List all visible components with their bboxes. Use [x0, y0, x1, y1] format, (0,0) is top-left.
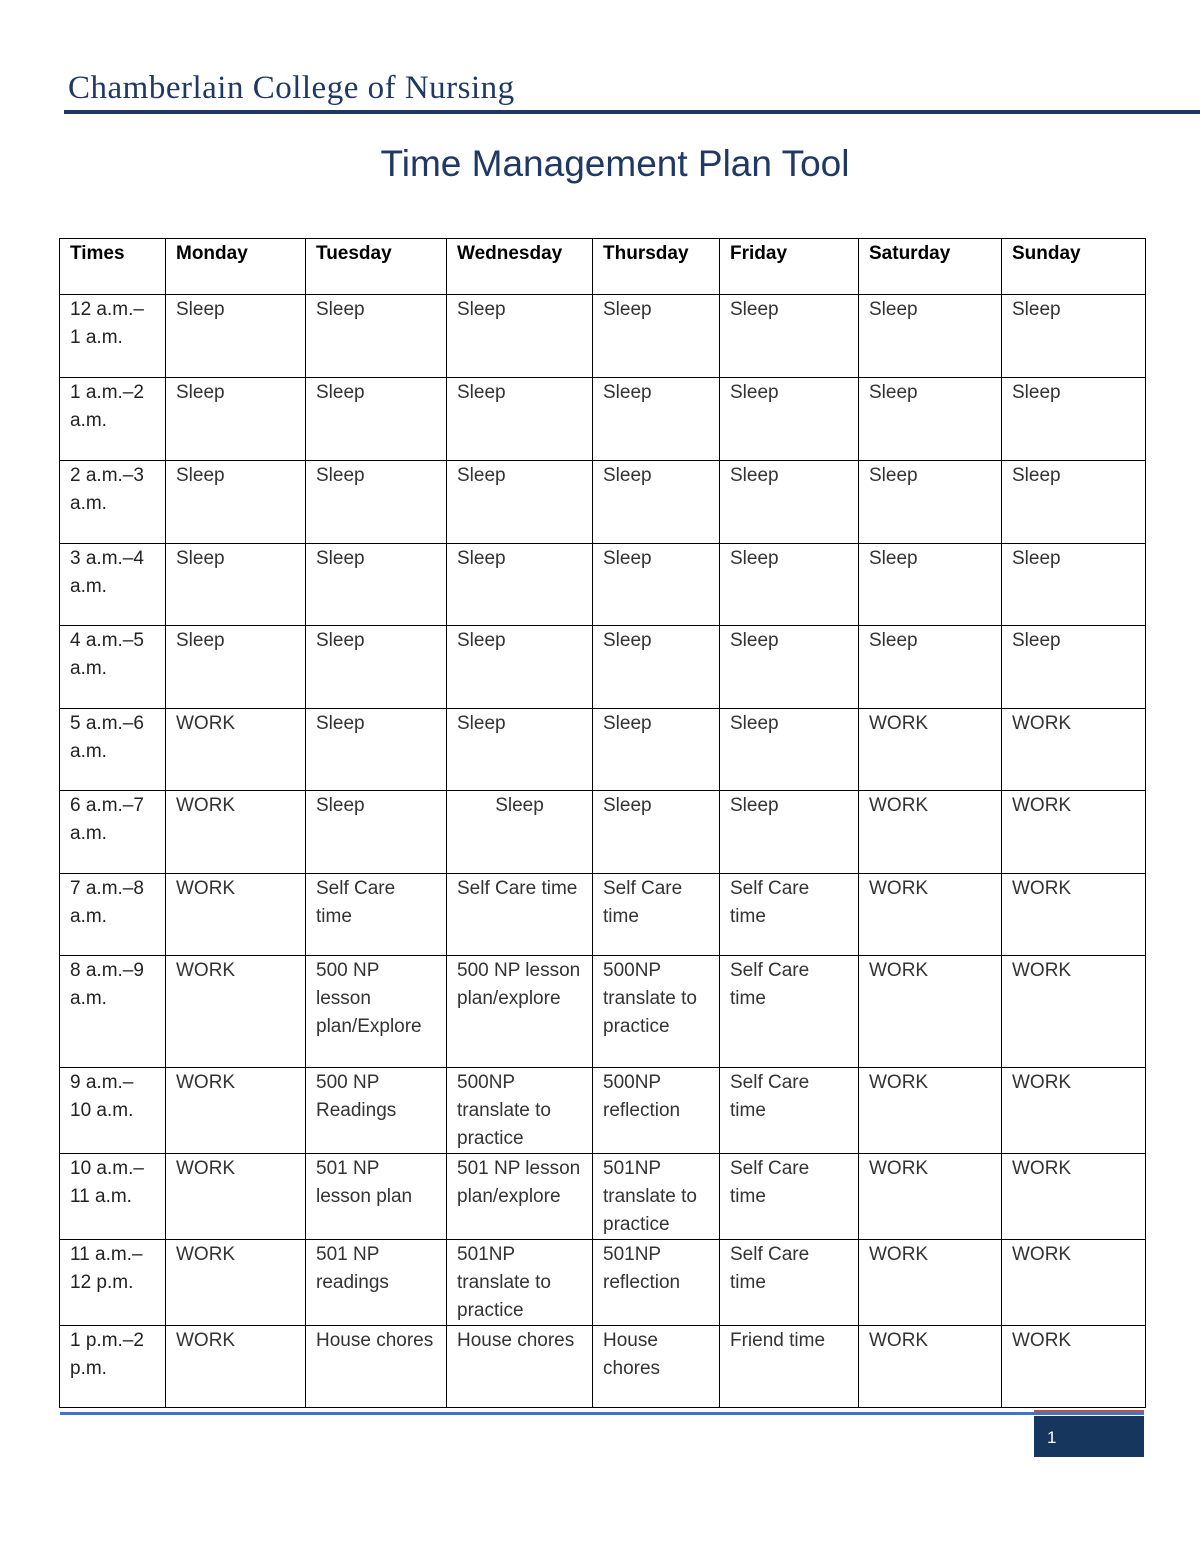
header-divider: [64, 110, 1200, 114]
schedule-cell: Self Care time: [720, 1068, 859, 1154]
time-slot-cell: 3 a.m.–4 a.m.: [60, 544, 166, 626]
time-slot-cell: 5 a.m.–6 a.m.: [60, 709, 166, 791]
table-header-row: [60, 239, 1146, 295]
schedule-cell: 500 NP lesson plan/Explore: [306, 956, 447, 1068]
schedule-cell: 501NP reflection: [593, 1240, 720, 1326]
schedule-cell: Sleep: [306, 791, 447, 874]
footer-divider: [60, 1412, 1144, 1415]
schedule-cell: Sleep: [447, 461, 593, 544]
schedule-cell: Sleep: [593, 544, 720, 626]
document-title: Time Management Plan Tool: [380, 143, 850, 184]
schedule-cell: WORK: [859, 1326, 1002, 1408]
schedule-cell: WORK: [166, 1154, 306, 1240]
schedule-cell: 500NP translate to practice: [447, 1068, 593, 1154]
schedule-cell: WORK: [1002, 1240, 1146, 1326]
schedule-cell: Sleep: [306, 709, 447, 791]
time-slot-cell: 1 a.m.–2 a.m.: [60, 378, 166, 461]
time-slot-cell: 8 a.m.–9 a.m.: [60, 956, 166, 1068]
schedule-cell: Sleep: [720, 709, 859, 791]
schedule-cell: Friend time: [720, 1326, 859, 1408]
schedule-cell: Sleep: [720, 461, 859, 544]
schedule-cell: 500 NP Readings: [306, 1068, 447, 1154]
schedule-cell: Sleep: [447, 378, 593, 461]
schedule-cell: Sleep: [1002, 626, 1146, 709]
column-header-tuesday: Tuesday: [306, 239, 447, 295]
column-header-saturday: Saturday: [859, 239, 1002, 295]
table-row: [60, 1068, 1146, 1154]
schedule-cell: Sleep: [447, 544, 593, 626]
column-header-times: Times: [60, 239, 166, 295]
schedule-cell: Sleep: [859, 461, 1002, 544]
schedule-cell: Sleep: [166, 378, 306, 461]
schedule-cell: Sleep: [720, 626, 859, 709]
schedule-cell: Sleep: [859, 544, 1002, 626]
column-header-sunday: Sunday: [1002, 239, 1146, 295]
schedule-cell: WORK: [166, 709, 306, 791]
schedule-cell: Sleep: [593, 295, 720, 378]
time-slot-cell: 11 a.m.– 12 p.m.: [60, 1240, 166, 1326]
column-header-monday: Monday: [166, 239, 306, 295]
table-row: [60, 791, 1146, 874]
schedule-cell: WORK: [166, 956, 306, 1068]
schedule-cell: Sleep: [447, 626, 593, 709]
table-body: [60, 295, 1146, 1408]
schedule-cell: WORK: [1002, 709, 1146, 791]
schedule-cell: Sleep: [720, 378, 859, 461]
institution-name: Chamberlain College of Nursing: [68, 70, 515, 106]
schedule-cell: 500NP reflection: [593, 1068, 720, 1154]
schedule-cell: Sleep: [593, 626, 720, 709]
schedule-cell: Self Care time: [720, 956, 859, 1068]
schedule-cell: Self Care time: [720, 1240, 859, 1326]
schedule-cell: WORK: [1002, 791, 1146, 874]
schedule-cell: WORK: [166, 791, 306, 874]
schedule-cell: Self Care time: [447, 874, 593, 956]
schedule-cell: WORK: [1002, 1326, 1146, 1408]
time-slot-cell: 2 a.m.–3 a.m.: [60, 461, 166, 544]
schedule-cell: WORK: [859, 1240, 1002, 1326]
schedule-cell: Sleep: [306, 544, 447, 626]
table-row: [60, 874, 1146, 956]
schedule-cell: 500NP translate to practice: [593, 956, 720, 1068]
schedule-cell: Sleep: [166, 544, 306, 626]
table-row: [60, 1326, 1146, 1408]
schedule-cell: Self Care time: [593, 874, 720, 956]
schedule-cell: WORK: [166, 874, 306, 956]
schedule-cell: WORK: [859, 1154, 1002, 1240]
schedule-cell: Sleep: [593, 378, 720, 461]
schedule-cell: Sleep: [720, 295, 859, 378]
schedule-cell: WORK: [1002, 874, 1146, 956]
schedule-cell: Sleep: [720, 544, 859, 626]
table-row: [60, 626, 1146, 709]
schedule-cell: WORK: [1002, 1068, 1146, 1154]
schedule-cell: Sleep: [447, 791, 593, 874]
schedule-cell: 500 NP lesson plan/explore: [447, 956, 593, 1068]
schedule-cell: Sleep: [859, 295, 1002, 378]
schedule-cell: Self Care time: [720, 874, 859, 956]
schedule-cell: WORK: [859, 874, 1002, 956]
schedule-cell: WORK: [166, 1326, 306, 1408]
schedule-cell: Sleep: [859, 378, 1002, 461]
schedule-cell: Sleep: [1002, 461, 1146, 544]
page-number-box: [1034, 1416, 1144, 1457]
schedule-cell: 501NP translate to practice: [447, 1240, 593, 1326]
schedule-cell: Sleep: [1002, 544, 1146, 626]
schedule-cell: Sleep: [166, 461, 306, 544]
time-slot-cell: 9 a.m.– 10 a.m.: [60, 1068, 166, 1154]
table-row: [60, 544, 1146, 626]
schedule-cell: 501 NP lesson plan: [306, 1154, 447, 1240]
schedule-cell: Sleep: [720, 791, 859, 874]
table-row: [60, 1240, 1146, 1326]
schedule-cell: Sleep: [306, 295, 447, 378]
time-slot-cell: 7 a.m.–8 a.m.: [60, 874, 166, 956]
time-slot-cell: 1 p.m.–2 p.m.: [60, 1326, 166, 1408]
schedule-cell: WORK: [1002, 956, 1146, 1068]
schedule-cell: 501NP translate to practice: [593, 1154, 720, 1240]
page-number: 1: [1047, 1428, 1057, 1447]
schedule-cell: Sleep: [593, 709, 720, 791]
schedule-cell: 501 NP readings: [306, 1240, 447, 1326]
schedule-cell: WORK: [859, 956, 1002, 1068]
column-header-thursday: Thursday: [593, 239, 720, 295]
time-slot-cell: 6 a.m.–7 a.m.: [60, 791, 166, 874]
schedule-cell: Sleep: [859, 626, 1002, 709]
table-row: [60, 1154, 1146, 1240]
schedule-cell: WORK: [859, 1068, 1002, 1154]
schedule-cell: Sleep: [1002, 378, 1146, 461]
schedule-cell: Sleep: [593, 791, 720, 874]
schedule-cell: Self Care time: [720, 1154, 859, 1240]
schedule-cell: House chores: [447, 1326, 593, 1408]
schedule-cell: Sleep: [166, 295, 306, 378]
table-row: [60, 295, 1146, 378]
table-row: [60, 709, 1146, 791]
time-slot-cell: 4 a.m.–5 a.m.: [60, 626, 166, 709]
column-header-wednesday: Wednesday: [447, 239, 593, 295]
schedule-cell: WORK: [859, 791, 1002, 874]
schedule-cell: WORK: [859, 709, 1002, 791]
schedule-cell: Sleep: [447, 295, 593, 378]
table-row: [60, 378, 1146, 461]
schedule-cell: WORK: [166, 1068, 306, 1154]
schedule-cell: House chores: [306, 1326, 447, 1408]
schedule-table: [59, 238, 1146, 1408]
column-header-friday: Friday: [720, 239, 859, 295]
schedule-cell: Sleep: [166, 626, 306, 709]
table-row: [60, 461, 1146, 544]
schedule-cell: Sleep: [593, 461, 720, 544]
time-slot-cell: 10 a.m.– 11 a.m.: [60, 1154, 166, 1240]
schedule-cell: House chores: [593, 1326, 720, 1408]
schedule-cell: Self Care time: [306, 874, 447, 956]
schedule-cell: Sleep: [306, 378, 447, 461]
schedule-cell: 501 NP lesson plan/explore: [447, 1154, 593, 1240]
schedule-cell: Sleep: [447, 709, 593, 791]
schedule-cell: Sleep: [1002, 295, 1146, 378]
time-slot-cell: 12 a.m.– 1 a.m.: [60, 295, 166, 378]
schedule-cell: WORK: [166, 1240, 306, 1326]
schedule-cell: Sleep: [306, 626, 447, 709]
schedule-cell: WORK: [1002, 1154, 1146, 1240]
schedule-cell: Sleep: [306, 461, 447, 544]
table-row: [60, 956, 1146, 1068]
